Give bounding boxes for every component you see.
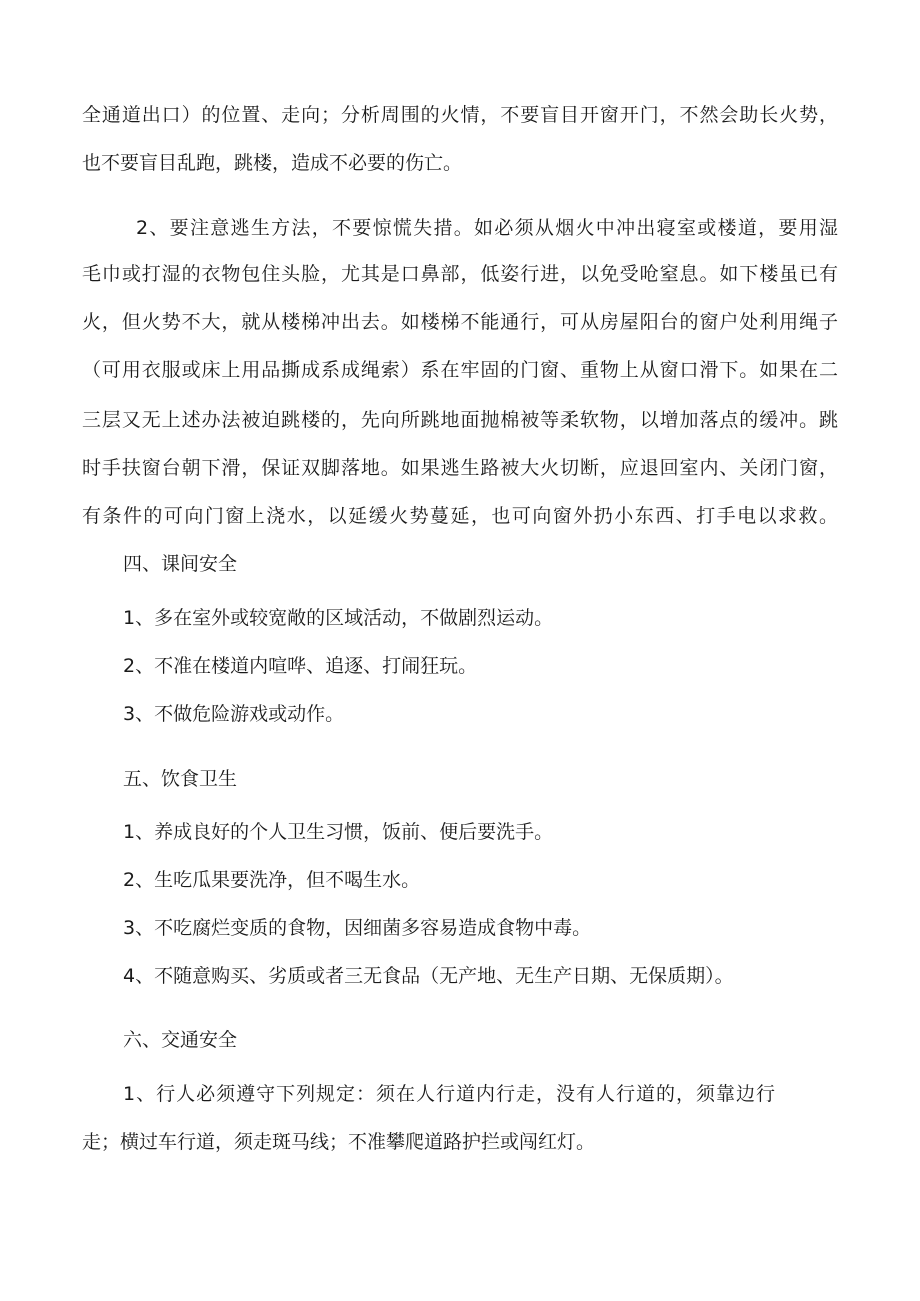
list-item: 3、不吃腐烂变质的食物，因细菌多容易造成食物中毒。 <box>123 917 592 939</box>
paragraph-line: 也不要盲目乱跑，跳楼，造成不必要的伤亡。 <box>82 152 463 174</box>
paragraph-line: 毛巾或打湿的衣物包住头脸，尤其是口鼻部，低姿行进，以免受呛窒息。如下楼虽已有 <box>82 263 838 285</box>
list-item: 1、养成良好的个人卫生习惯，饭前、便后要洗手。 <box>123 821 554 843</box>
paragraph-line: 走；横过车行道，须走斑马线；不准攀爬道路护拦或闯红灯。 <box>82 1131 596 1153</box>
paragraph-line: 三层又无上述办法被迫跳楼的，先向所跳地面抛棉被等柔软物，以增加落点的缓冲。跳 <box>82 409 838 431</box>
list-item: 2、生吃瓜果要洗净，但不喝生水。 <box>123 869 421 891</box>
list-item: 4、不随意购买、劣质或者三无食品（无产地、无生产日期、无保质期）。 <box>123 965 734 987</box>
paragraph-line: 全通道出口）的位置、走向；分析周围的火情，不要盲目开窗开门，不然会助长火势， <box>82 104 838 126</box>
paragraph-line: （可用衣服或床上用品撕成系成绳索）系在牢固的门窗、重物上从窗口滑下。如果在二 <box>82 359 838 381</box>
section-heading: 五、饮食卫生 <box>123 768 238 790</box>
paragraph-line: 时手扶窗台朝下滑，保证双脚落地。如果逃生路被大火切断，应退回室内、关闭门窗， <box>82 457 838 479</box>
section-heading: 六、交通安全 <box>123 1029 238 1051</box>
list-item: 1、多在室外或较宽敞的区域活动，不做剧烈运动。 <box>123 607 554 629</box>
section-heading: 四、课间安全 <box>123 553 238 575</box>
list-item: 2、不准在楼道内喧哗、追逐、打闹狂玩。 <box>123 655 478 677</box>
paragraph-line: 火，但火势不大，就从楼梯冲出去。如楼梯不能通行，可从房屋阳台的窗户处利用绳子 <box>82 311 838 333</box>
paragraph-line: 2、要注意逃生方法，不要惊慌失措。如必须从烟火中冲出寝室或楼道，要用湿 <box>136 217 838 239</box>
list-item: 1、行人必须遵守下列规定：须在人行道内行走，没有人行道的，须靠边行 <box>123 1083 775 1105</box>
list-item: 3、不做危险游戏或动作。 <box>123 703 345 725</box>
paragraph-line: 有条件的可向门窗上浇水，以延缓火势蔓延，也可向窗外扔小东西、打手电以求救。 <box>82 505 838 527</box>
